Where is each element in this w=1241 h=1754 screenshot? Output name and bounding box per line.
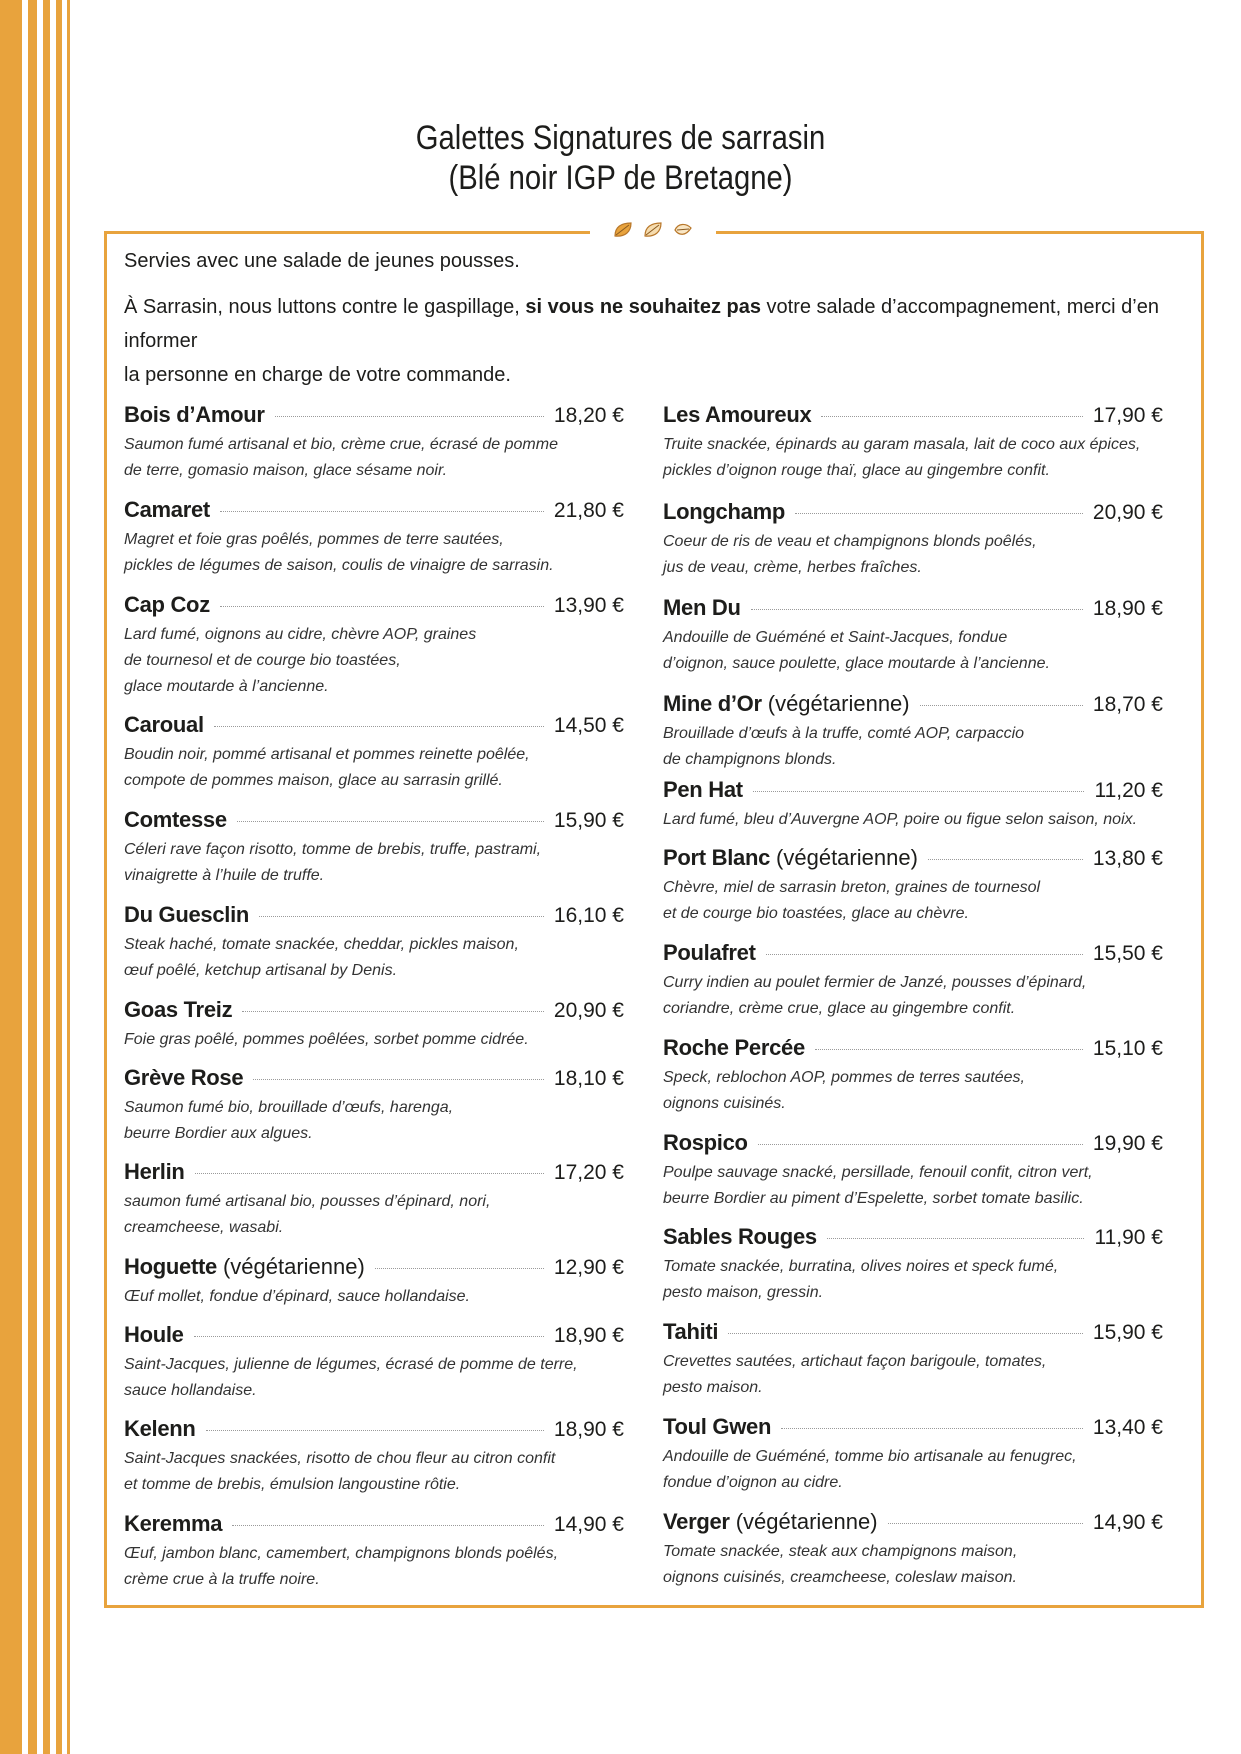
dot-leader xyxy=(214,725,544,727)
menu-item xyxy=(663,777,1163,833)
dish-description: de terre, gomasio maison, glace sésame noir. xyxy=(124,462,448,479)
stripe xyxy=(28,0,37,1754)
dish-price: 20,90 € xyxy=(553,999,624,1022)
dot-leader xyxy=(758,1143,1083,1145)
dish-description: pickles de légumes de saison, coulis de vinaigre de sarrasin. xyxy=(124,557,554,574)
dish-description: Saumon fumé artisanal et bio, crème crue, écrasé de pomme xyxy=(124,436,558,453)
dish-price: 16,10 € xyxy=(553,904,624,927)
dish-price: 18,90 € xyxy=(553,1418,624,1441)
menu-item-header xyxy=(124,997,624,1027)
intro-notice xyxy=(124,290,1184,392)
dish-description: Andouille de Guéméné, tomme bio artisanale au fenugrec, xyxy=(663,1448,1077,1465)
dish-description: Saumon fumé bio, brouillade d’œufs, harenga, xyxy=(124,1099,454,1116)
dish-description: Saint-Jacques snackées, risotto de chou fleur au citron confit xyxy=(124,1450,556,1467)
dish-description: Curry indien au poulet fermier de Janzé, pousses d’épinard, xyxy=(663,974,1087,991)
dot-leader xyxy=(220,605,544,607)
intro-text xyxy=(124,250,1184,273)
dish-price: 15,50 € xyxy=(1092,942,1163,965)
dish-price: 19,90 € xyxy=(1092,1132,1163,1155)
intro-text-part: À Sarrasin, nous luttons contre le gaspillage, xyxy=(124,296,526,318)
dish-name: Hoguette xyxy=(124,1254,217,1279)
dish-price: 18,90 € xyxy=(553,1324,624,1347)
menu-item-header xyxy=(663,595,1163,625)
dish-description: Boudin noir, pommé artisanal et pommes reinette poêlée, xyxy=(124,746,530,763)
dish-name: Verger xyxy=(663,1509,730,1534)
menu-item-header xyxy=(663,1319,1163,1349)
dish-description: Brouillade d’œufs à la truffe, comté AOP, carpaccio xyxy=(663,725,1025,742)
menu-item xyxy=(124,497,624,579)
decorative-stripes xyxy=(0,0,70,1754)
dish-price: 15,90 € xyxy=(1092,1321,1163,1344)
dish-price: 20,90 € xyxy=(1092,501,1163,524)
menu-item xyxy=(663,1224,1163,1306)
dish-price: 11,90 € xyxy=(1094,1226,1163,1249)
stripe xyxy=(0,0,22,1754)
leaf-icon xyxy=(612,220,634,240)
dish-price: 12,90 € xyxy=(553,1256,624,1279)
vegetarian-tag: (végétarienne) xyxy=(767,691,910,716)
dish-name: Comtesse xyxy=(124,807,227,832)
dot-leader xyxy=(766,953,1083,955)
dish-description: oignons cuisinés, creamcheese, coleslaw maison. xyxy=(663,1569,1017,1586)
intro-line-1: Servies avec une salade de jeunes pousses. xyxy=(124,250,520,272)
dot-leader xyxy=(920,704,1083,706)
dish-description: Lard fumé, bleu d’Auvergne AOP, poire ou figue selon saison, noix. xyxy=(663,811,1138,828)
dish-description: fondue d’oignon au cidre. xyxy=(663,1474,843,1491)
dish-description: beurre Bordier aux algues. xyxy=(124,1125,313,1142)
dish-name: Men Du xyxy=(663,595,741,620)
menu-item xyxy=(124,1254,624,1310)
dish-description: Magret et foie gras poêlés, pommes de terre sautées, xyxy=(124,531,504,548)
dish-price: 18,10 € xyxy=(553,1067,624,1090)
dish-price: 21,80 € xyxy=(553,499,624,522)
dish-price: 15,10 € xyxy=(1092,1037,1163,1060)
title-line-1: Galettes Signatures de sarrasin xyxy=(415,119,826,157)
dish-description: compote de pommes maison, glace au sarrasin grillé. xyxy=(124,772,503,789)
dish-description: d’oignon, sauce poulette, glace moutarde à l’ancienne. xyxy=(663,655,1050,672)
dot-leader xyxy=(195,1172,544,1174)
menu-item xyxy=(663,1035,1163,1117)
stripe xyxy=(67,0,70,1754)
menu-item xyxy=(124,592,624,700)
menu-item xyxy=(663,1319,1163,1401)
dish-name: Sables Rouges xyxy=(663,1224,817,1249)
dish-description: Lard fumé, oignons au cidre, chèvre AOP, graines xyxy=(124,626,477,643)
dish-name: Roche Percée xyxy=(663,1035,805,1060)
dish-price: 17,20 € xyxy=(553,1161,624,1184)
ornament xyxy=(590,217,716,243)
dot-leader xyxy=(259,915,544,917)
menu-item xyxy=(663,1130,1163,1212)
vegetarian-tag: (végétarienne) xyxy=(735,1509,878,1534)
stripe xyxy=(43,0,50,1754)
dish-description: œuf poêlé, ketchup artisanal by Denis. xyxy=(124,962,398,979)
dish-price: 14,90 € xyxy=(553,1513,624,1536)
menu-item xyxy=(663,402,1163,484)
dish-description: Speck, reblochon AOP, pommes de terres sautées, xyxy=(663,1069,1025,1086)
dish-price: 17,90 € xyxy=(1092,404,1163,427)
dot-leader xyxy=(232,1524,544,1526)
menu-item xyxy=(663,595,1163,677)
dish-name: Mine d’Or xyxy=(663,691,762,716)
dish-name: Poulafret xyxy=(663,940,756,965)
dish-description: Truite snackée, épinards au garam masala, lait de coco aux épices, xyxy=(663,436,1141,453)
menu-item xyxy=(124,997,624,1053)
dish-name: Keremma xyxy=(124,1511,223,1536)
dish-description: Coeur de ris de veau et champignons blonds poêlés, xyxy=(663,533,1037,550)
dish-description: et tomme de brebis, émulsion langoustine rôtie. xyxy=(124,1476,461,1493)
menu-item-header xyxy=(124,1254,624,1284)
menu-item-header xyxy=(124,1511,624,1541)
dish-description: Andouille de Guéméné et Saint-Jacques, fondue xyxy=(663,629,1008,646)
dot-leader xyxy=(928,858,1083,860)
menu-item xyxy=(124,902,624,984)
menu-item-header xyxy=(124,1159,624,1189)
menu-item-header xyxy=(663,1224,1163,1254)
menu-item-header xyxy=(124,497,624,527)
menu-item-header xyxy=(124,1416,624,1446)
menu-item xyxy=(124,807,624,889)
menu-item xyxy=(663,940,1163,1022)
dish-description: et de courge bio toastées, glace au chèvre. xyxy=(663,905,969,922)
menu-item xyxy=(124,1159,624,1241)
menu-item xyxy=(124,712,624,794)
dish-price: 11,20 € xyxy=(1094,779,1163,802)
dish-description: saumon fumé artisanal bio, pousses d’épinard, nori, xyxy=(124,1193,491,1210)
dish-description: de tournesol et de courge bio toastées, xyxy=(124,652,401,669)
menu-item xyxy=(124,1065,624,1147)
menu-item-header xyxy=(663,499,1163,529)
dish-description: Poulpe sauvage snacké, persillade, fenouil confit, citron vert, xyxy=(663,1164,1093,1181)
dish-description: sauce hollandaise. xyxy=(124,1382,257,1399)
dish-description: pesto maison, gressin. xyxy=(663,1284,824,1301)
dish-description: Céleri rave façon risotto, tomme de brebis, truffe, pastrami, xyxy=(124,841,542,858)
menu-item-header xyxy=(124,592,624,622)
dot-leader xyxy=(781,1427,1083,1429)
menu-item-header xyxy=(663,845,1163,875)
dish-price: 13,40 € xyxy=(1092,1416,1163,1439)
dish-description: crème crue à la truffe noire. xyxy=(124,1571,320,1588)
dish-name: Du Guesclin xyxy=(124,902,250,927)
dish-price: 13,80 € xyxy=(1092,847,1163,870)
dot-leader xyxy=(206,1429,544,1431)
dish-name: Houle xyxy=(124,1322,184,1347)
dish-name: Kelenn xyxy=(124,1416,196,1441)
menu-item xyxy=(663,1414,1163,1496)
menu-item-header xyxy=(663,1414,1163,1444)
dish-price: 14,50 € xyxy=(553,714,624,737)
menu-item-header xyxy=(663,1130,1163,1160)
dish-name: Camaret xyxy=(124,497,210,522)
dish-description: oignons cuisinés. xyxy=(663,1095,786,1112)
dish-name: Les Amoureux xyxy=(663,402,812,427)
intro-bold-part: si vous ne souhaitez pas xyxy=(525,296,761,318)
dish-description: Tomate snackée, steak aux champignons maison, xyxy=(663,1543,1018,1560)
dish-price: 15,90 € xyxy=(553,809,624,832)
dot-leader xyxy=(815,1048,1083,1050)
vegetarian-tag: (végétarienne) xyxy=(222,1254,365,1279)
dot-leader xyxy=(821,415,1083,417)
dish-name: Toul Gwen xyxy=(663,1414,772,1439)
dish-name: Pen Hat xyxy=(663,777,743,802)
menu-item-header xyxy=(663,691,1163,721)
menu-item-header xyxy=(124,1322,624,1352)
leaf-icon xyxy=(672,220,694,240)
vegetarian-tag: (végétarienne) xyxy=(776,845,918,870)
dot-leader xyxy=(237,820,544,822)
page-title xyxy=(0,118,1241,198)
dish-description: coriandre, crème crue, glace au gingembre confit. xyxy=(663,1000,1016,1017)
dish-description: creamcheese, wasabi. xyxy=(124,1219,284,1236)
dish-name: Tahiti xyxy=(663,1319,719,1344)
leaf-icon xyxy=(642,220,664,240)
dish-description: Saint-Jacques, julienne de légumes, écrasé de pomme de terre, xyxy=(124,1356,578,1373)
dot-leader xyxy=(220,510,544,512)
dish-description: pesto maison. xyxy=(663,1379,763,1396)
dish-description: Œuf mollet, fondue d’épinard, sauce hollandaise. xyxy=(124,1288,470,1305)
dish-price: 13,90 € xyxy=(553,594,624,617)
dish-description: Œuf, jambon blanc, camembert, champignons blonds poêlés, xyxy=(124,1545,559,1562)
menu-item-header xyxy=(124,807,624,837)
menu-item-header xyxy=(663,402,1163,432)
dish-description: glace moutarde à l’ancienne. xyxy=(124,678,329,695)
dot-leader xyxy=(375,1267,544,1269)
menu-item-header xyxy=(124,402,624,432)
dish-name: Goas Treiz xyxy=(124,997,233,1022)
title-line-2: (Blé noir IGP de Bretagne) xyxy=(448,159,793,197)
dot-leader xyxy=(242,1010,544,1012)
dot-leader xyxy=(751,608,1083,610)
dish-description: de champignons blonds. xyxy=(663,751,837,768)
menu-item-header xyxy=(124,712,624,742)
dish-name: Rospico xyxy=(663,1130,748,1155)
dish-description: Tomate snackée, burratina, olives noires et speck fumé, xyxy=(663,1258,1059,1275)
menu-item xyxy=(663,499,1163,581)
intro-line-2 xyxy=(124,290,1184,358)
dot-leader xyxy=(194,1335,544,1337)
menu-item xyxy=(663,845,1163,927)
dish-description: Steak haché, tomate snackée, cheddar, pickles maison, xyxy=(124,936,519,953)
dot-leader xyxy=(253,1078,544,1080)
dot-leader xyxy=(888,1522,1083,1524)
menu-item xyxy=(124,1511,624,1593)
dish-description: vinaigrette à l’huile de truffe. xyxy=(124,867,325,884)
dish-name: Longchamp xyxy=(663,499,785,524)
dot-leader xyxy=(275,415,544,417)
dish-name: Caroual xyxy=(124,712,204,737)
dot-leader xyxy=(795,512,1083,514)
dish-description: jus de veau, crème, herbes fraîches. xyxy=(663,559,922,576)
menu-item xyxy=(124,402,624,484)
menu-item xyxy=(663,1509,1163,1591)
dish-name: Bois d’Amour xyxy=(124,402,265,427)
menu-item-header xyxy=(124,1065,624,1095)
menu-item xyxy=(663,691,1163,773)
dot-leader xyxy=(728,1332,1083,1334)
dish-description: Foie gras poêlé, pommes poêlées, sorbet pomme cidrée. xyxy=(124,1031,529,1048)
intro-line-3: la personne en charge de votre commande. xyxy=(124,364,511,386)
dish-price: 18,70 € xyxy=(1092,693,1163,716)
menu-item-header xyxy=(124,902,624,932)
dish-description: pickles d’oignon rouge thaï, glace au gingembre confit. xyxy=(663,462,1050,479)
dish-name: Cap Coz xyxy=(124,592,210,617)
dish-name: Grève Rose xyxy=(124,1065,244,1090)
menu-item-header xyxy=(663,1509,1163,1539)
dish-price: 18,90 € xyxy=(1092,597,1163,620)
dish-price: 18,20 € xyxy=(553,404,624,427)
dish-name: Herlin xyxy=(124,1159,185,1184)
menu-item xyxy=(124,1416,624,1498)
intro-text-part: votre salade d’accompagnement, merci d’en informer xyxy=(124,296,1159,352)
menu-item-header xyxy=(663,777,1163,807)
menu-item-header xyxy=(663,1035,1163,1065)
dot-leader xyxy=(827,1237,1085,1239)
dish-description: beurre Bordier au piment d’Espelette, sorbet tomate basilic. xyxy=(663,1190,1084,1207)
stripe xyxy=(56,0,62,1754)
dish-description: Chèvre, miel de sarrasin breton, graines de tournesol xyxy=(663,879,1041,896)
menu-item-header xyxy=(663,940,1163,970)
dish-price: 14,90 € xyxy=(1092,1511,1163,1534)
dish-name: Port Blanc xyxy=(663,845,771,870)
menu-item xyxy=(124,1322,624,1404)
dish-description: Crevettes sautées, artichaut façon barigoule, tomates, xyxy=(663,1353,1047,1370)
dot-leader xyxy=(753,790,1085,792)
